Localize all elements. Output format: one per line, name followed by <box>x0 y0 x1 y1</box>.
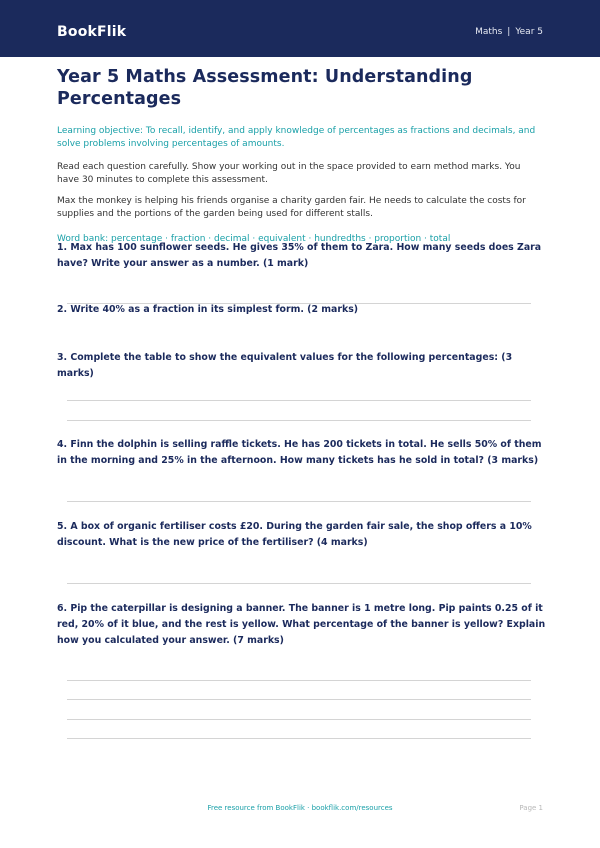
learning-objective: Learning objective: To recall, identify, and apply knowledge of percentages as fractions and decimals, and solve problems involving percentages of amounts. <box>57 126 536 149</box>
answer-line[interactable] <box>67 719 531 720</box>
page-number: Page 1 <box>519 804 543 812</box>
question-4: 4. Finn the dolphin is selling raffle tickets. He has 200 tickets in total. He sells 50% of them in the morning and 25% in the afternoon. How many tickets has he sold in total? (3 marks) <box>57 439 542 466</box>
brand-logo[interactable]: BookFlik <box>57 24 127 40</box>
answer-line[interactable] <box>67 400 531 401</box>
question-1: 1. Max has 100 sunflower seeds. He gives 35% of them to Zara. How many seeds does Zara have? Write your answer as a number. (1 mark) <box>57 242 542 269</box>
question-3: 3. Complete the table to show the equivalent values for the following percentages: (3 marks) <box>57 352 513 379</box>
answer-line[interactable] <box>67 583 531 584</box>
word-bank: Word bank: percentage · fraction · decimal · equivalent · hundredths · proportion · total <box>57 234 451 244</box>
answer-line[interactable] <box>67 738 531 739</box>
answer-line[interactable] <box>67 699 531 700</box>
footer-link[interactable]: Free resource from BookFlik · bookflik.com/resources <box>207 804 393 812</box>
question-5: 5. A box of organic fertiliser costs £20. During the garden fair sale, the shop offers a 10% discount. What is the new price of the fertiliser? (4 marks) <box>57 521 532 548</box>
scenario-text: Max the monkey is helping his friends organise a charity garden fair. He needs to calculate the costs for supplies and the portions of the garden being used for different stalls. <box>57 196 526 219</box>
page-title: Year 5 Maths Assessment: Understanding Percentages <box>57 67 473 109</box>
footer <box>0 802 600 814</box>
question-6: 6. Pip the caterpillar is designing a banner. The banner is 1 metre long. Pip paints 0.25 of it red, 20% of it blue, and the rest is yellow. What percentage of the banner is yellow? Explain how you calculated your answer. (7 marks) <box>57 603 546 646</box>
answer-line[interactable] <box>67 501 531 502</box>
header-meta <box>475 26 543 38</box>
answer-line[interactable] <box>67 680 531 681</box>
question-2: 2. Write 40% as a fraction in its simplest form. (2 marks) <box>57 304 359 315</box>
header-separator: | <box>507 27 511 37</box>
year-label: Year 5 <box>515 27 543 37</box>
intro-section <box>57 66 543 246</box>
answer-line[interactable] <box>67 420 531 421</box>
header-bar <box>0 0 600 57</box>
subject-label: Maths <box>475 27 503 37</box>
instructions-text: Read each question carefully. Show your working out in the space provided to earn method marks. You have 30 minutes to complete this assessment. <box>57 162 521 185</box>
